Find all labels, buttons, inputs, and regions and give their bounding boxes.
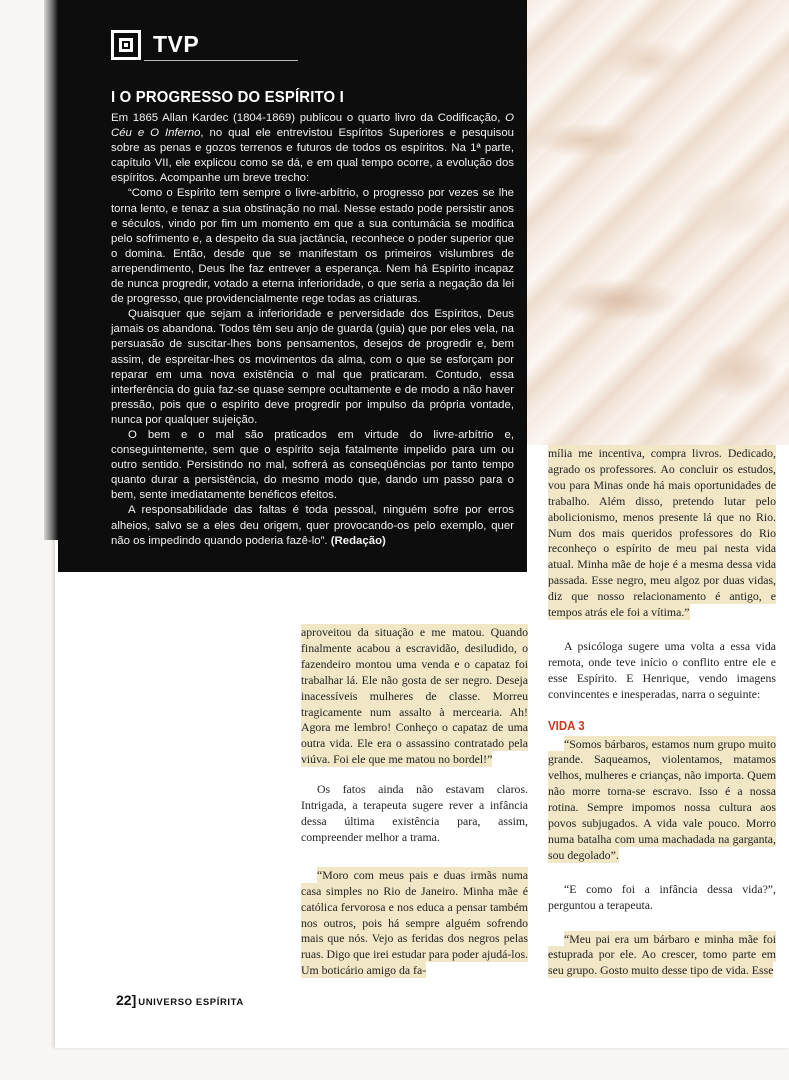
- quote-text: “Somos bárbaros, estamos num grupo muito grande. Saqueamos, violentamos, matamos velhos, mulheres e crianças, não importa. Quem não morre torna-se escravo. Isso é a nossa rotina. Sempre impomos nossa cultura aos povos subjugados. A vida vale pouco. Morro numa batalha com uma machadada na garganta, sou degolado”.: [548, 736, 776, 862]
- quote-text: “Meu pai era um bárbaro e minha mãe foi estuprada por ele. Ao crescer, tomo parte em seu grupo. Gosto muito desse tipo de vida. Esse: [548, 931, 776, 978]
- quote-paragraph: [301, 868, 528, 979]
- intro-text: [111, 111, 514, 549]
- intro-last-text: A responsabilidade das faltas é toda pessoal, ninguém sofre por erros alheios, salvo se a eles deu origem, quer provocando-os pelo exemplo, quer não os impedindo quando poderia fazê-lo”.: [111, 504, 514, 547]
- intro-paragraph: O bem e o mal são praticados em virtude do livre-arbítrio e, conseguintemente, sem que o espírito seja fatalmente impelido para um ou outro sentido. Persistindo no mal, sofrerá as conseqüências por tanto tempo quanto durar a persistência, do mesmo modo que, dando um passo para o bem, sente imediatamente benéficos efeitos.: [111, 428, 514, 502]
- intro-text-a: Em 1865 Allan Kardec (1804-1869) publicou o quarto livro da Codificação,: [111, 112, 506, 124]
- page-edge-shadow: [44, 0, 58, 540]
- tvp-logo-icon: [111, 30, 141, 60]
- intro-signature: (Redação): [330, 534, 386, 547]
- intro-paragraph: Quaisquer que sejam a inferioridade e perversidade dos Espíritos, Deus jamais os abandona. Todos têm seu anjo de guarda (guia) que por eles vela, na persuasão de suscitar-lhes bons pensamentos, desejos de progredir e, bem assim, de espreitar-lhes os movimentos da alma, com o que se esforçam por reparar em uma nova existência o mal que praticaram. Contudo, essa interferência do guia faz-se quase sempre ocultamente e de modo a não haver pressão, pois que o espírito deve progredir por impulso da própria vontade, nunca por qualquer sujeição.: [111, 308, 514, 426]
- quote-text: aproveitou da situação e me matou. Quando finalmente acabou a escravidão, desiludido, o fazendeiro montou uma venda e o capataz foi trabalhar lá. Ele não gosta de ser negro. Deseja inacessíveis mulheres de classe. Morreu tragicamente num assalto à mercearia. Ah! Agora me lembro! Conheço o capataz de uma outra vida. Ele era o assassino contratado pela viúva. Foi ele que me matou no bordel!”: [301, 625, 528, 767]
- left-column: [301, 625, 528, 979]
- quote-paragraph: [548, 737, 776, 864]
- quote-text: “Moro com meus pais e duas irmãs numa casa simples no Rio de Janeiro. Minha mãe é católica fervorosa e nos educa a pensar também nos outros, pois há sempre alguém sofrendo mais que nós. Vejo as feridas dos negros pelas ruas. Digo que irei estudar para poder ajudá-los. Um boticário amigo da fa-: [301, 867, 529, 978]
- narration-paragraph: Os fatos ainda não estavam claros. Intrigada, a terapeuta sugere rever a infância dessa última existência para, assim, compreender melhor a trama.: [301, 782, 528, 844]
- magazine-name: UNIVERSO ESPÍRITA: [138, 997, 244, 1008]
- narration-paragraph: “E como foi a infância dessa vida?”, perguntou a terapeuta.: [548, 881, 776, 912]
- right-column: [548, 446, 776, 979]
- narration-paragraph: A psicóloga sugere uma volta a essa vida remota, onde teve início o conflito entre ele e esse Espírito. E Henrique, vendo imagens convincentes e inesperadas, narra o seguinte:: [548, 638, 776, 701]
- quote-paragraph: [548, 446, 776, 621]
- intro-paragraph: “Como o Espírito tem sempre o livre-arbítrio, o progresso por vezes se lhe torna lento, e tenaz a sua obstinação no mal. Nesse estado pode persistir anos e séculos, vindo por fim um momento em que a sua contumácia se modifica pelo sofrimento e, a despeito da sua jactância, reconhece o poder superior que o domina. Então, desde que se manifestam os primeiros vislumbres de arrependimento, Deus lhe faz entrever a esperança. Nem há Espírito incapaz de nunca progredir, votado a eterna inferioridade, o que seria a negação da lei de progresso, que providencialmente rege todas as criaturas.: [111, 187, 514, 306]
- intro-text-b: , no qual ele entrevistou Espíritos Superiores e pesquisou sobre as penas e gozos terrenos e futuros de todos os espíritos. Na 1ª parte, capítulo VII, ele explicou como se dá, e em qual tempo ocorre, a evolução dos espíritos. Acompanhe um breve trecho:: [111, 127, 514, 185]
- article-title: I O PROGRESSO DO ESPÍRITO I: [111, 89, 344, 106]
- section-subhead: VIDA 3: [548, 718, 585, 733]
- intro-paragraph: [111, 503, 514, 548]
- cloth-photo: [527, 0, 789, 445]
- quote-paragraph: [301, 625, 528, 768]
- quote-text: mília me incentiva, compra livros. Dedicado, agrado os professores. Ao concluir os estudos, vou para Minas onde há mais oportunidades de trabalho. Além disso, pretendo lutar pelo abolicionismo, menos presente lá que no Rio. Num dos mais queridos professores do Rio reconheço o espírito de meu pai nesta vida atual. Minha mãe de hoje é a mesma dessa vida passada. Esse negro, meu algoz por duas vidas, diz que nosso relacionamento é antigo, e tempos atrás ele foi a vítima.”: [548, 446, 776, 620]
- intro-paragraph: [111, 111, 514, 186]
- section-rule: [144, 60, 298, 61]
- book-title: O Céu e O Inferno: [111, 112, 514, 140]
- quote-paragraph: [548, 932, 776, 980]
- section-label: TVP: [153, 31, 200, 57]
- page-footer: [116, 992, 244, 1010]
- page-number: 22]: [116, 992, 137, 1008]
